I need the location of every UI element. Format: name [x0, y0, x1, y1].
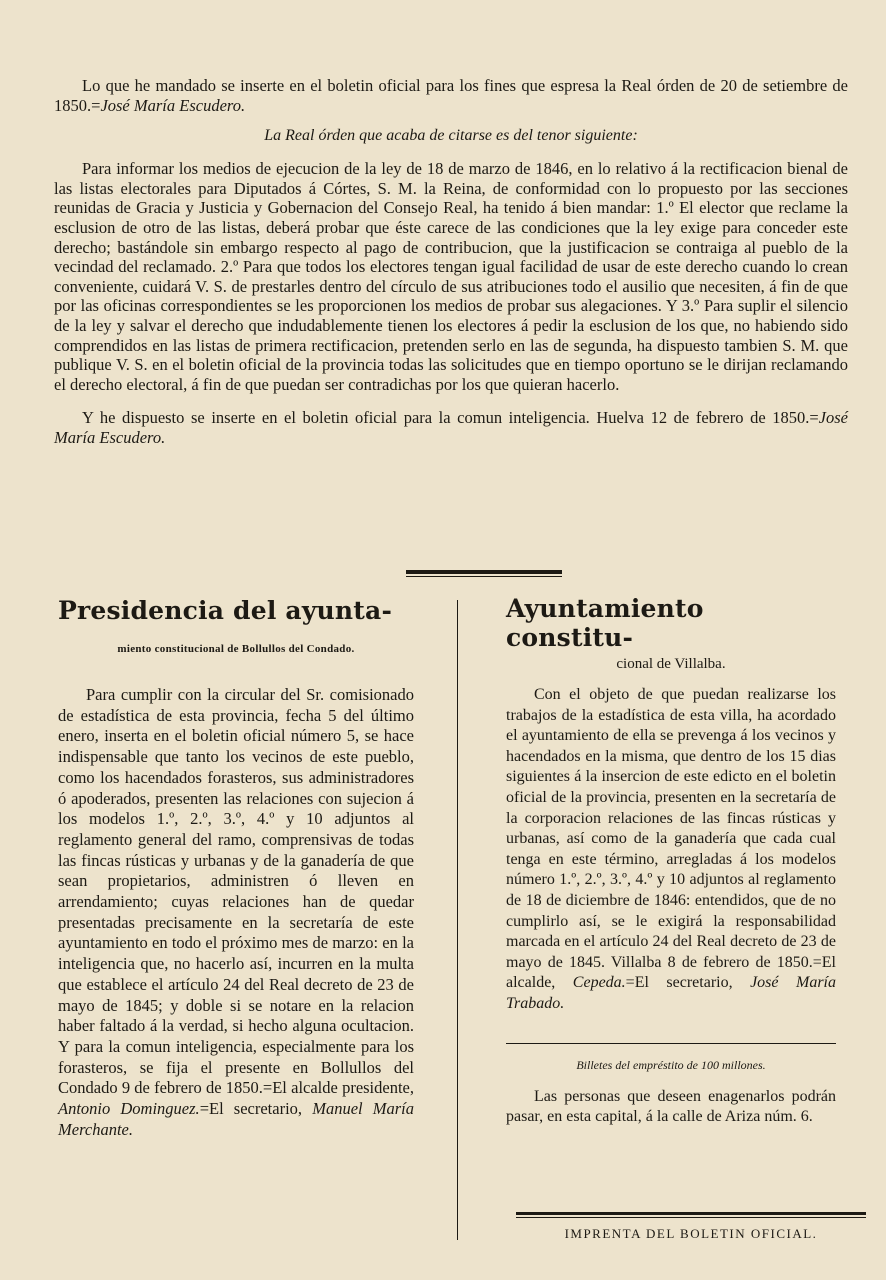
- right-column: [506, 594, 836, 1128]
- billetes-body: [506, 1087, 836, 1128]
- left-signature-mayor: Antonio Dominguez.: [58, 1099, 200, 1119]
- right-heading: Ayuntamiento constitu-: [506, 594, 704, 652]
- royal-order-body: Para informar los medios de ejecucion de la ley de 18 de marzo de 1846, en lo relativo á la rectificacion bienal de las listas electorales para Diputados á Córtes, S. M. la Reina, de conformidad con lo propuesto por las secciones reunidas de Gracia y Justicia y Gobernacion del Consejo Real, ha tenido á bien mandar: 1.º El elector que reclame la esclusion de otro de las listas, deberá probar que éste carece de las condiciones que la ley exige para conceder este derecho; bastándole sin embargo respecto al pago de contribucion, que la justificacion se contraiga al pueblo de la vecindad del reclamado. 2.º Para que todos los electores tengan igual facilidad de usar de este derecho cuando lo crean conveniente, cuidará V. S. de prestarles dentro del círculo de sus atribuciones todo el ausilio que necesiten, á fin de que por las oficinas correspondientes se les proporcionen los medios de probar sus alegaciones. Y 3.º Para suplir el silencio de la ley y salvar el derecho que indudablemente tienen los electores á pedir la esclusion de los que, no habiendo sido comprendidos en las listas de primera rectificacion, pretenden serlo en las de segunda, ha dispuesto tambien S. M. que publique V. S. en el boletin oficial de la provincia todas las solicitudes que en tiempo oportuno se le dirijan reclamando el derecho electoral, á fin de que puedan ser contradichas por los que quieran hacerlo.: [54, 159, 848, 394]
- intro-text: Lo que he mandado se inserte en el boletin oficial para los fines que espresa la Real órden de 20 de setiembre de 1850.=: [54, 76, 848, 115]
- royal-order-text: [54, 159, 848, 394]
- left-body-text: Para cumplir con la circular del Sr. comisionado de estadística de esta provincia, fecha 5 del último enero, inserta en el boletin oficial número 5, se hace indispensable que tanto los vecinos de este pueblo, como los hacendados forasteros, sus administradores ó apoderados, presenten las relaciones con sujecion á los modelos 1.º, 2.º, 3.º, 4.º y 10 adjuntos al reglamento general del ramo, comprensivas de todas las fincas rústicas y urbanas y de la ganadería de que sean propietarios, administren ó lleven en arrendamiento; cuyas relaciones han de quedar presentadas precisamente en la secretaría de este ayuntamiento en todo el próximo mes de marzo: en la inteligencia que, no hacerlo así, incurren en la multa que establece el artículo 24 del Real decreto de 23 de mayo de 1845; y doble si se notare en la relacion haber faltado á la verdad, si hecho alguna ocultacion. Y para la comun inteligencia, especialmente para los forasteros, se fija el presente en Bollullos del Condado 9 de febrero de 1850.=El alcalde presidente,: [58, 685, 414, 1098]
- billetes-title: Billetes del empréstito de 100 millones.: [576, 1057, 766, 1072]
- closing-text: Y he dispuesto se inserte en el boletin oficial para la comun inteligencia. Huelva 12 de febrero de 1850.=: [82, 408, 819, 428]
- right-body: [506, 685, 836, 1015]
- right-signature-secretary: José María Trabado.: [506, 974, 836, 1012]
- billetes-text: Las personas que deseen enagenarlos podrán pasar, en esta capital, á la calle de Ariza núm. 6.: [506, 1087, 836, 1126]
- left-separator: =El secretario,: [199, 1099, 313, 1119]
- footer-divider: [516, 1212, 866, 1218]
- billetes-divider: [506, 1043, 836, 1044]
- left-column: [58, 596, 414, 1140]
- left-signature-secretary: Manuel María Merchante.: [58, 1099, 414, 1139]
- royal-order-subtitle: La Real órden que acaba de citarse es del tenor siguiente:: [264, 127, 638, 145]
- closing-paragraph: [54, 408, 848, 447]
- right-signature-mayor: Cepeda.: [572, 974, 626, 992]
- right-subheading: cional de Villalba.: [616, 656, 726, 672]
- right-separator: =El secretario,: [625, 974, 751, 992]
- printer-imprint: IMPRENTA DEL BOLETIN OFICIAL.: [564, 1226, 818, 1241]
- section-divider: [406, 570, 562, 577]
- right-body-text: Con el objeto de que puedan realizarse los trabajos de la estadística de esta villa, ha acordado el ayuntamiento de ella se prevenga á los vecinos y hacendados en la misma, que dentro de los 15 dias siguientes á la insercion de este edicto en el boletin oficial de la provincia, presenten en la secretaría de la corporacion relaciones de las fincas rústicas y urbanas, así como de la ganadería que cada cual tenga en este término, arregladas á los modelos número 1.º, 2.º, 3.º, 4.º y 10 adjuntos al reglamento de 18 de diciembre de 1846: entendidos, que de no cumplirlo así, se le exigirá la responsabilidad marcada en el artículo 24 del Real decreto de 23 de mayo de 1845. Villalba 8 de febrero de 1850.=El alcalde,: [506, 686, 836, 992]
- top-section: [54, 76, 848, 448]
- left-body: [58, 685, 414, 1140]
- intro-signature: José María Escudero.: [100, 95, 246, 115]
- intro-paragraph: [54, 76, 848, 115]
- left-subheading: miento constitucional de Bollullos del Condado.: [117, 643, 355, 655]
- closing-signature: José María Escudero.: [54, 408, 848, 447]
- left-heading: Presidencia del ayunta-: [58, 596, 393, 625]
- column-divider: [457, 600, 458, 1240]
